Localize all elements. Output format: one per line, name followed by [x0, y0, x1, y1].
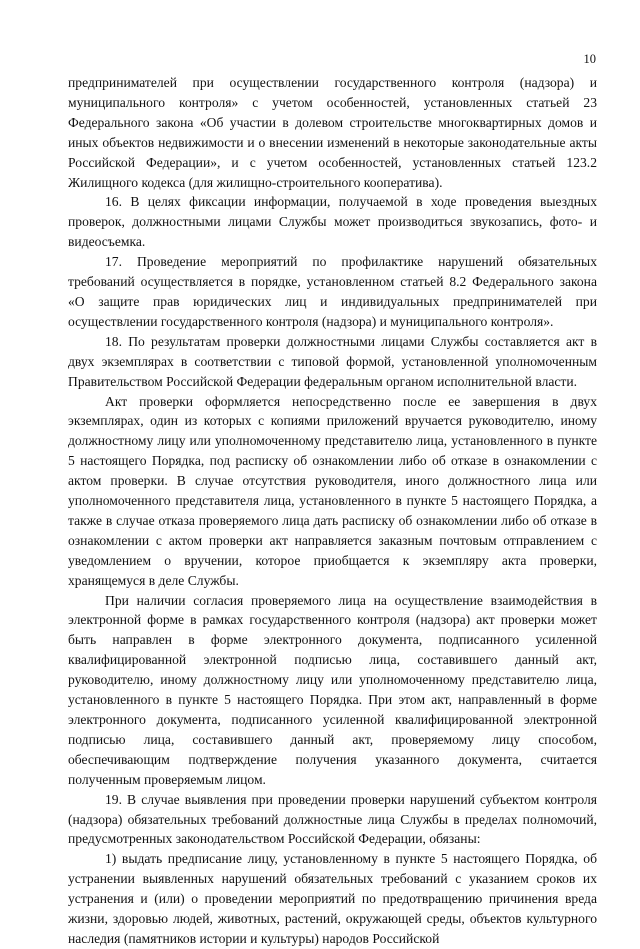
page-number: 10: [583, 52, 596, 66]
paragraph: При наличии согласия проверяемого лица на осуществление взаимодействия в электронной форме в рамках государственного контроля (надзора) акт проверки может быть направлен в форме электронного документа, подписанного усиленной квалифицированной электронной подписью лица, составившего данный акт, руководителю, иному должностному лицу или уполномоченному представителю лица, установленного в пункте 5 настоящего Порядка. При этом акт, направленный в форме электронного документа, подписанного усиленной квалифицированной электронной подписью лица, составившего данный акт, проверяемому лицу способом, обеспечивающим подтверждение получения указанного документа, считается полученным проверяемым лицом.: [68, 592, 597, 787]
paragraph: 19. В случае выявления при проведении проверки нарушений субъектом контроля (надзора) обязательных требований должностные лица Службы в пределах полномочий, предусмотренных законодательством Российской Федерации, обязаны:: [68, 791, 597, 847]
paragraph: 18. По результатам проверки должностными лицами Службы составляется акт в двух экземплярах в соответствии с типовой формой, установленной уполномоченным Правительством Российской Федерации федеральным органом исполнительной власти.: [68, 333, 597, 389]
document-body: [68, 73, 597, 949]
paragraph: 17. Проведение мероприятий по профилактике нарушений обязательных требований осуществляется в порядке, установленном статьей 8.2 Федерального закона «О защите прав юридических лиц и индивидуальных предпринимателей при осуществлении государственного контроля (надзора) и муниципального контроля».: [68, 254, 597, 329]
paragraph: Акт проверки оформляется непосредственно после ее завершения в двух экземплярах, один из которых с копиями приложений вручается руководителю, иному должностному лицу или уполномоченному представителю лица, установленного в пункте 5 настоящего Порядка, под расписку об ознакомлении либо об отказе в ознакомлении с актом проверки. В случае отсутствия руководителя, иного должностного лица или уполномоченного представителя лица, установленного в пункте 5 настоящего Порядка, а также в случае отказа проверяемого лица дать расписку об ознакомлении либо об отказе в ознакомлении с актом проверки акт направляется заказным почтовым отправлением с уведомлением о вручении, которое приобщается к экземпляру акта проверки, хранящемуся в деле Службы.: [68, 393, 597, 588]
paragraph: 16. В целях фиксации информации, получаемой в ходе проведения выездных проверок, должностными лицами Службы может производиться звукозапись, фото- и видеосъемка.: [68, 194, 597, 250]
paragraph: 1) выдать предписание лицу, установленному в пункте 5 настоящего Порядка, об устранении выявленных нарушений обязательных требований с указанием сроков их устранения и (или) о проведении мероприятий по предотвращению причинения вреда жизни, здоровью людей, животных, растений, окружающей среды, объектов культурного наследия (памятников истории и культуры) народов Российской: [68, 851, 597, 946]
paragraph: предпринимателей при осуществлении государственного контроля (надзора) и муниципального контроля» с учетом особенностей, установленных статьей 23 Федерального закона «Об участии в долевом строительстве многоквартирных домов и иных объектов недвижимости и о внесении изменений в некоторые законодательные акты Российской Федерации», и с учетом особенностей, установленных статьей 123.2 Жилищного кодекса (для жилищно-строительного кооператива).: [68, 75, 597, 190]
